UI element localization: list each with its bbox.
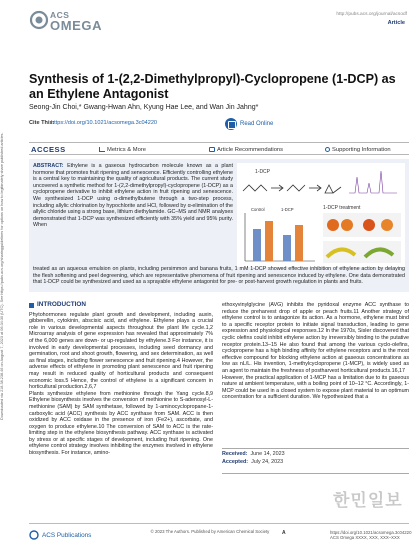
toc-title-right: 1-DCP treatment	[323, 205, 361, 211]
toc-title-left: 1-DCP	[255, 169, 271, 175]
accepted-label: Accepted:	[222, 458, 249, 465]
intro-left-text: Phytohormones regulate plant growth and development, including auxin, gibberellin, cytokinin, abscisic acid, and ethylene. Ethylene plays a crucial role in various developmental aspects throughout the plant life cycle.1,2 Microarray analysis of gene expression has revealed that approximately 7% of the 6,000 genes are down- or up-regulated by ethylene.3 For instance, it is involved in early developmental processes, including seed dormancy and germination, root and shoot growth, flowering, and sex determination, as well as final stages, including flower senescence and fruit ripening.4 However, the adverse effects of ethylene in promoting plant senescence and fruit ripening may result in reduced quality of horticultural products and consequent economic loss.5 Hence, the control of ethylene is a significant concern in horticultural production.2,6,7 Plants synthesize ethylene from methionine through the Yang cycle.8,9 Ethylene biosynthesis involves the conversion of methionine to S-adenosyl-L-methionine (SAM) by SAM synthetase, followed by 1-aminocyclopropane-1-carboxylic acid (ACC) synthesis by ACC synthase from SAM. ACC is then oxidized by ACC oxidase in the presence of iron (Fe2+), ascorbate, and oxygen to produce ethylene.10 The conversion of SAM to ACC is the rate-limiting step in the ethylene biosynthesis pathway. ACC synthase is activated by stress or at specific stages of development, including fruit ripening. One ethylene control strategy involves inhibiting the enzymes involved in ethylene biosynthesis. For instance, amino-	[29, 311, 213, 457]
legend-control: Control	[251, 207, 265, 212]
bar-chart-icon	[99, 147, 105, 152]
author-list: Seong-Jin Choi,* Gwang-Hwan Ahn, Kyung Hae Lee, and Wan Jin Jahng*	[29, 104, 259, 111]
acs-publications-icon	[29, 530, 39, 540]
abstract-section	[29, 159, 409, 292]
supporting-info-label: Supporting Information	[332, 146, 391, 153]
recommendations-button[interactable]	[209, 147, 283, 153]
watermark-logo: 한민일보	[333, 491, 403, 510]
info-icon	[325, 147, 330, 152]
copyright-notice: © 2023 The Authors. Published by American Chemical Society	[150, 529, 270, 534]
section-heading-label: INTRODUCTION	[37, 301, 86, 308]
banana-photo-icon	[323, 241, 401, 263]
article-title: Synthesis of 1-(2,2-Dimethylpropyl)-Cyclopropene (1-DCP) as an Ethylene Antagonist	[29, 72, 396, 101]
persimmon-photo-icon	[323, 213, 401, 237]
cite-label: Cite This:	[29, 120, 55, 126]
read-online-label: Read Online	[240, 120, 274, 127]
journal-url[interactable]: http://pubs.acs.org/journal/acsodf	[336, 12, 407, 17]
logo-acs-text: ACS	[50, 10, 70, 20]
toc-graphic	[237, 163, 405, 267]
recommendations-label: Article Recommendations	[217, 146, 284, 153]
doi-link[interactable]: https://doi.org/10.1021/acsomega.3c04220	[51, 120, 158, 126]
page-number: A	[282, 530, 286, 536]
publisher-name: ACS Publications	[42, 531, 92, 539]
journal-logo[interactable]	[29, 10, 139, 32]
footer-divider	[29, 523, 409, 524]
publication-dates	[222, 448, 409, 474]
read-online-icon	[225, 118, 237, 130]
legend-treated: 1-DCP	[281, 207, 294, 212]
abstract-body: Ethylene is a gaseous hydrocarbon molecule known as a plant hormone that promotes fruit ripening and senescence. Efficiently controlling ethylene is a central key to maintaining the quality of agricultural products. The current study uncovered a synthetic method for 1-(2,2-dimethylpropyl)-cyclopropene (1-DCP) as a cyclopropene derivative to inhibit ethylene action in fruit ripening and senescence. We synthesized 1-DCP using α-dimethylbutene through a two-step process, including allylic chlorination by hypochlorite and HCl, followed by α-elimination of the allylic chloride using a strong base, lithium diethylamide. GC–MS and NMR analyses demonstrated that 1-DCP was synthesized efficiently with 35% yield and 95% purity. When	[33, 163, 233, 229]
section-heading	[29, 302, 213, 309]
abstract-text	[33, 163, 233, 229]
article-type-badge: Article	[387, 20, 405, 26]
acs-publications-logo[interactable]	[29, 530, 91, 540]
intro-right-text: ethoxyvinylglycine (AVG) inhibits the pyridoxal enzyme ACC synthase to reduce the preharvest drop of apple or peach fruits.11 Another strategy of ethylene control is to antagonize its action. As a hormone, ethylene must bind to a specific receptor protein to initiate signal transduction, leading to gene expression and physiological responses.12 In the 1970s, Sisler discovered that cyclic olefins could inhibit ethylene action by irreversibly binding to the putative receptor protein.13–15 He also found that among the various cyclo-olefins, cyclopropene has a high binding affinity for ethylene receptors and is the most effective compound for blocking ethylene action at gaseous concentrations as low as nL/L. His invention, 1-methylcyclopropene (1-MCP), is widely used as an agent to maintain the freshness of postharvest horticultural products.16,17 However, the practical application of 1-MCP has a limitation due to its gaseous nature at ambient temperature, with a boiling point of 10–12 °C. Accordingly, 1-MCP could be used in a closed system to expose plant material to an optimum concentration for a sufficient duration. We hypothesized that a	[222, 302, 409, 401]
intro-left-column	[29, 302, 213, 512]
cite-row	[29, 120, 409, 130]
received-date: June 14, 2023	[250, 451, 285, 457]
footer-doi[interactable]: https://doi.org/10.1021/acsomega.3c04220 ACS Omega XXXX, XXX, XXX–XXX	[330, 530, 412, 540]
logo-omega-text: OMEGA	[50, 18, 103, 33]
document-icon	[209, 147, 215, 152]
received-label: Received:	[222, 451, 248, 457]
access-bar	[29, 142, 409, 155]
supporting-info-button[interactable]	[325, 147, 391, 153]
accepted-date: July 24, 2023	[251, 458, 284, 465]
metrics-button[interactable]	[99, 147, 146, 153]
section-marker-icon	[29, 303, 34, 308]
read-online-button[interactable]	[225, 117, 283, 130]
abstract-continuation: treated as an aqueous emulsion on plants, including persimmon and banana fruits, 1 mM 1-DCP showed effective inhibition of ethylene action by delaying the flesh softening and peel degreening, which are representative phenomena of fruit ripening and senescence induced by ethylene. One data demonstrated that 1-DCP could be synthesized and used as a sprayable ethylene antagonist for pre- or post-harvest growth regulation in plants and fruits.	[33, 266, 405, 286]
access-title: ACCESS	[31, 145, 66, 154]
metrics-label: Metrics & More	[107, 146, 146, 153]
intro-right-column	[222, 302, 409, 442]
abstract-label: ABSTRACT:	[33, 163, 64, 169]
download-note: Downloaded via 218.38.238.46 on August 7, 2023 at 06:34:30 (UTC). See https://pubs.acs.org/sharingguidelines for options on how to legitimately share published articles.	[0, 132, 4, 420]
acs-omega-logo-icon	[29, 10, 49, 30]
